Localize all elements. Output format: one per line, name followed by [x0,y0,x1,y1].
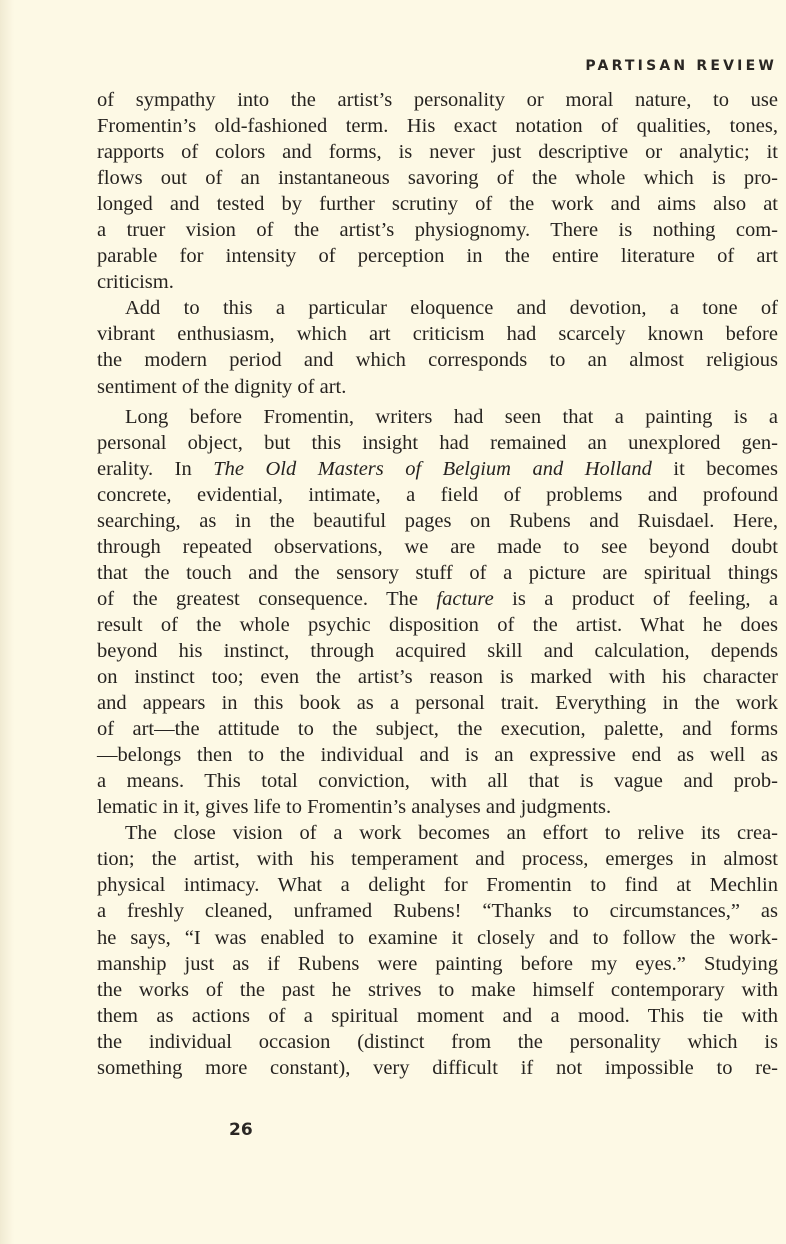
text-segment: lematic in it, gives life to Fromentin’s analyses and judgments. [97,796,612,819]
text-segment: searching, as in the beautiful pages on Rubens and Ruisdael. Here, [97,509,778,532]
text-segment: manship just as if Rubens were painting before my eyes.” Studying [97,952,778,975]
text-line [97,925,778,951]
text-segment: vibrant enthusiasm, which art criticism had scarcely known before [97,323,778,346]
text-segment: of the greatest consequence. The [97,587,437,610]
text-segment: result of the whole psychic disposition of the artist. What he does [97,613,778,636]
text-line [97,482,778,508]
text-line [97,165,778,191]
text-segment: Add to this a particular eloquence and devotion, a tone of [125,297,778,320]
text-line [97,295,778,321]
text-segment: it becomes [651,457,778,480]
text-line [97,87,778,113]
text-segment: The close vision of a work becomes an effort to relive its crea- [125,822,778,845]
text-segment: sentiment of the dignity of art. [97,375,347,398]
text-segment: a freshly cleaned, unframed Rubens! “Thanks to circumstances,” as [97,900,778,923]
text-segment: rapports of colors and forms, is never just descriptive or analytic; it [97,141,778,164]
text-line [97,269,778,295]
text-line [97,820,778,846]
text-segment: personal object, but this insight had remained an unexplored gen- [97,431,778,454]
text-segment: something more constant), very difficult if not impossible to re- [97,1056,778,1079]
text-line [97,898,778,924]
text-line [97,1003,778,1029]
text-line [97,872,778,898]
text-line [97,1055,778,1081]
text-line [97,638,778,664]
text-segment: the individual occasion (distinct from the personality which is [97,1030,778,1053]
paragraph [97,87,778,295]
paragraph [97,820,778,1080]
text-line [97,664,778,690]
text-line [97,534,778,560]
paragraph [97,295,778,399]
text-segment: is a product of feeling, a [493,587,778,610]
text-segment: concrete, evidential, intimate, a field of problems and profound [97,483,778,506]
text-line [97,217,778,243]
page-number: 26 [229,1120,253,1140]
text-line [97,586,778,612]
text-segment: the modern period and which corresponds to an almost religious [97,349,778,372]
text-segment: through repeated observations, we are made to see beyond doubt [97,535,778,558]
text-line [97,951,778,977]
text-segment: and appears in this book as a personal trait. Everything in the work [97,692,778,715]
italic-title: The Old Masters of Belgium and Holland [213,457,652,480]
text-segment: —belongs then to the individual and is an expressive end as well as [97,744,778,767]
text-line [97,347,778,373]
text-line [97,846,778,872]
text-line [97,321,778,347]
running-head: PARTISAN REVIEW [585,58,777,74]
text-segment: Fromentin’s old-fashioned term. His exact notation of qualities, tones, [97,115,778,138]
text-segment: criticism. [97,271,174,294]
text-line [97,191,778,217]
italic-title: facture [436,587,494,610]
text-line [97,508,778,534]
text-segment: of art—the attitude to the subject, the execution, palette, and forms [97,718,778,741]
text-segment: on instinct too; even the artist’s reason is marked with his character [97,666,778,689]
text-segment: them as actions of a spiritual moment and a mood. This tie with [97,1004,778,1027]
text-segment: the works of the past he strives to make himself contemporary with [97,978,778,1001]
text-segment: Long before Fromentin, writers had seen that a painting is a [125,405,778,428]
text-segment: tion; the artist, with his temperament and process, emerges in almost [97,848,778,871]
text-line [97,560,778,586]
text-line [97,690,778,716]
text-segment: physical intimacy. What a delight for Fromentin to find at Mechlin [97,874,778,897]
text-line [97,1029,778,1055]
text-line [97,243,778,269]
text-line [97,794,778,820]
paragraph [97,404,778,821]
text-segment: parable for intensity of perception in the entire literature of art [97,245,778,268]
text-segment: a means. This total conviction, with all that is vague and prob- [97,770,778,793]
page-edge-shadow [0,0,14,1244]
text-segment: beyond his instinct, through acquired skill and calculation, depends [97,639,778,662]
text-segment: he says, “I was enabled to examine it closely and to follow the work- [97,926,778,949]
body-text [97,87,778,1081]
text-line [97,612,778,638]
text-segment: of sympathy into the artist’s personality or moral nature, to use [97,89,778,111]
text-segment: that the touch and the sensory stuff of a picture are spiritual things [97,561,778,584]
text-segment: erality. In [97,457,214,480]
text-line [97,404,778,430]
text-line [97,768,778,794]
text-segment: flows out of an instantaneous savoring of the whole which is pro- [97,167,778,190]
text-line [97,456,778,482]
text-line [97,977,778,1003]
text-segment: longed and tested by further scrutiny of the work and aims also at [97,193,778,216]
text-line [97,716,778,742]
text-line [97,139,778,165]
text-line [97,113,778,139]
text-segment: a truer vision of the artist’s physiognomy. There is nothing com- [97,219,778,242]
text-line [97,374,778,400]
text-line [97,742,778,768]
text-line [97,430,778,456]
